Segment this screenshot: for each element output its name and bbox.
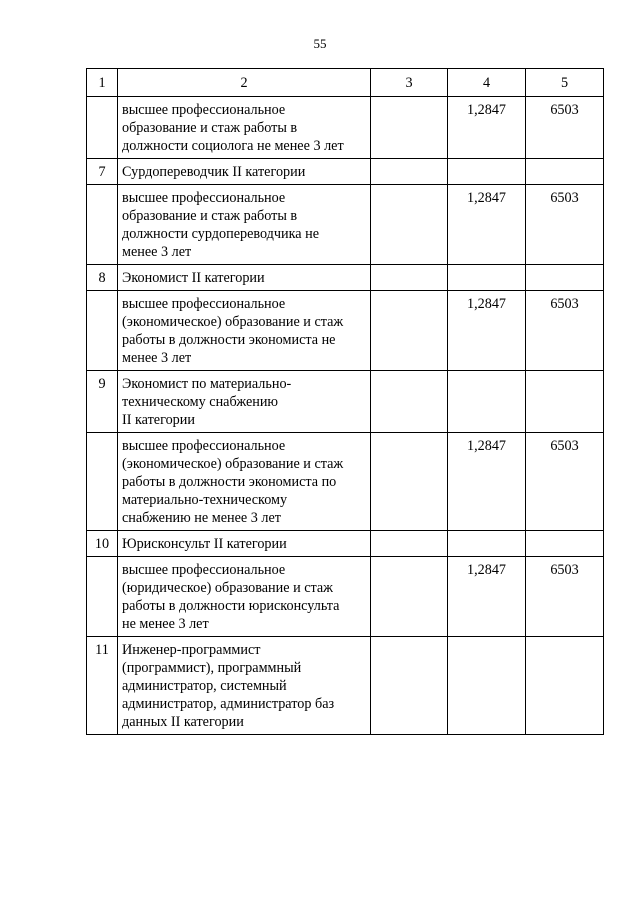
row-col3-cell (371, 97, 448, 159)
row-col3-cell (371, 531, 448, 557)
row-description-cell: высшее профессиональное (юридическое) образование и стаж работы в должности юрисконсульта не менее 3 лет (118, 557, 371, 637)
row-coefficient-cell (448, 159, 526, 185)
row-col3-cell (371, 371, 448, 433)
row-number-cell: 10 (87, 531, 118, 557)
row-amount-cell: 6503 (526, 185, 604, 265)
row-col3-cell (371, 185, 448, 265)
table-row (87, 265, 604, 291)
row-coefficient-cell: 1,2847 (448, 185, 526, 265)
row-number-cell: 9 (87, 371, 118, 433)
row-description-cell: Юрисконсульт II категории (118, 531, 371, 557)
header-cell-2: 2 (118, 69, 371, 97)
row-number-cell (87, 97, 118, 159)
row-col3-cell (371, 291, 448, 371)
row-description-cell: высшее профессиональное образование и стаж работы в должности социолога не менее 3 лет (118, 97, 371, 159)
header-cell-1: 1 (87, 69, 118, 97)
row-description-cell: высшее профессиональное образование и стаж работы в должности сурдопереводчика не менее 3 лет (118, 185, 371, 265)
table-row (87, 159, 604, 185)
table-row (87, 637, 604, 735)
row-description-cell: высшее профессиональное (экономическое) образование и стаж работы в должности экономиста не менее 3 лет (118, 291, 371, 371)
table-row (87, 433, 604, 531)
row-col3-cell (371, 557, 448, 637)
row-description-cell: Экономист по материально- техническому снабжению II категории (118, 371, 371, 433)
header-cell-5: 5 (526, 69, 604, 97)
row-amount-cell (526, 265, 604, 291)
row-col3-cell (371, 637, 448, 735)
row-amount-cell: 6503 (526, 557, 604, 637)
row-amount-cell (526, 159, 604, 185)
row-amount-cell (526, 371, 604, 433)
row-description-cell: Экономист II категории (118, 265, 371, 291)
row-coefficient-cell (448, 371, 526, 433)
row-amount-cell: 6503 (526, 97, 604, 159)
row-coefficient-cell: 1,2847 (448, 97, 526, 159)
row-number-cell: 8 (87, 265, 118, 291)
row-number-cell (87, 557, 118, 637)
table-row (87, 185, 604, 265)
row-coefficient-cell: 1,2847 (448, 433, 526, 531)
table-row (87, 291, 604, 371)
row-number-cell (87, 185, 118, 265)
row-number-cell (87, 433, 118, 531)
row-description-cell: высшее профессиональное (экономическое) образование и стаж работы в должности экономиста по материально-техническому снабжению не менее 3 лет (118, 433, 371, 531)
row-amount-cell: 6503 (526, 433, 604, 531)
row-amount-cell (526, 531, 604, 557)
row-amount-cell: 6503 (526, 291, 604, 371)
table-row (87, 557, 604, 637)
row-number-cell: 11 (87, 637, 118, 735)
row-number-cell: 7 (87, 159, 118, 185)
row-number-cell (87, 291, 118, 371)
qualification-table (86, 68, 604, 735)
row-description-cell: Сурдопереводчик II категории (118, 159, 371, 185)
table-header-row (87, 69, 604, 97)
row-coefficient-cell: 1,2847 (448, 557, 526, 637)
row-description-cell: Инженер-программист (программист), программный администратор, системный администратор, администратор баз данных II категории (118, 637, 371, 735)
row-amount-cell (526, 637, 604, 735)
header-cell-3: 3 (371, 69, 448, 97)
page-number: 55 (313, 36, 327, 51)
row-col3-cell (371, 265, 448, 291)
header-cell-4: 4 (448, 69, 526, 97)
row-coefficient-cell (448, 265, 526, 291)
row-col3-cell (371, 159, 448, 185)
row-coefficient-cell: 1,2847 (448, 291, 526, 371)
table-row (87, 97, 604, 159)
table-row (87, 531, 604, 557)
table-row (87, 371, 604, 433)
row-coefficient-cell (448, 531, 526, 557)
row-col3-cell (371, 433, 448, 531)
row-coefficient-cell (448, 637, 526, 735)
